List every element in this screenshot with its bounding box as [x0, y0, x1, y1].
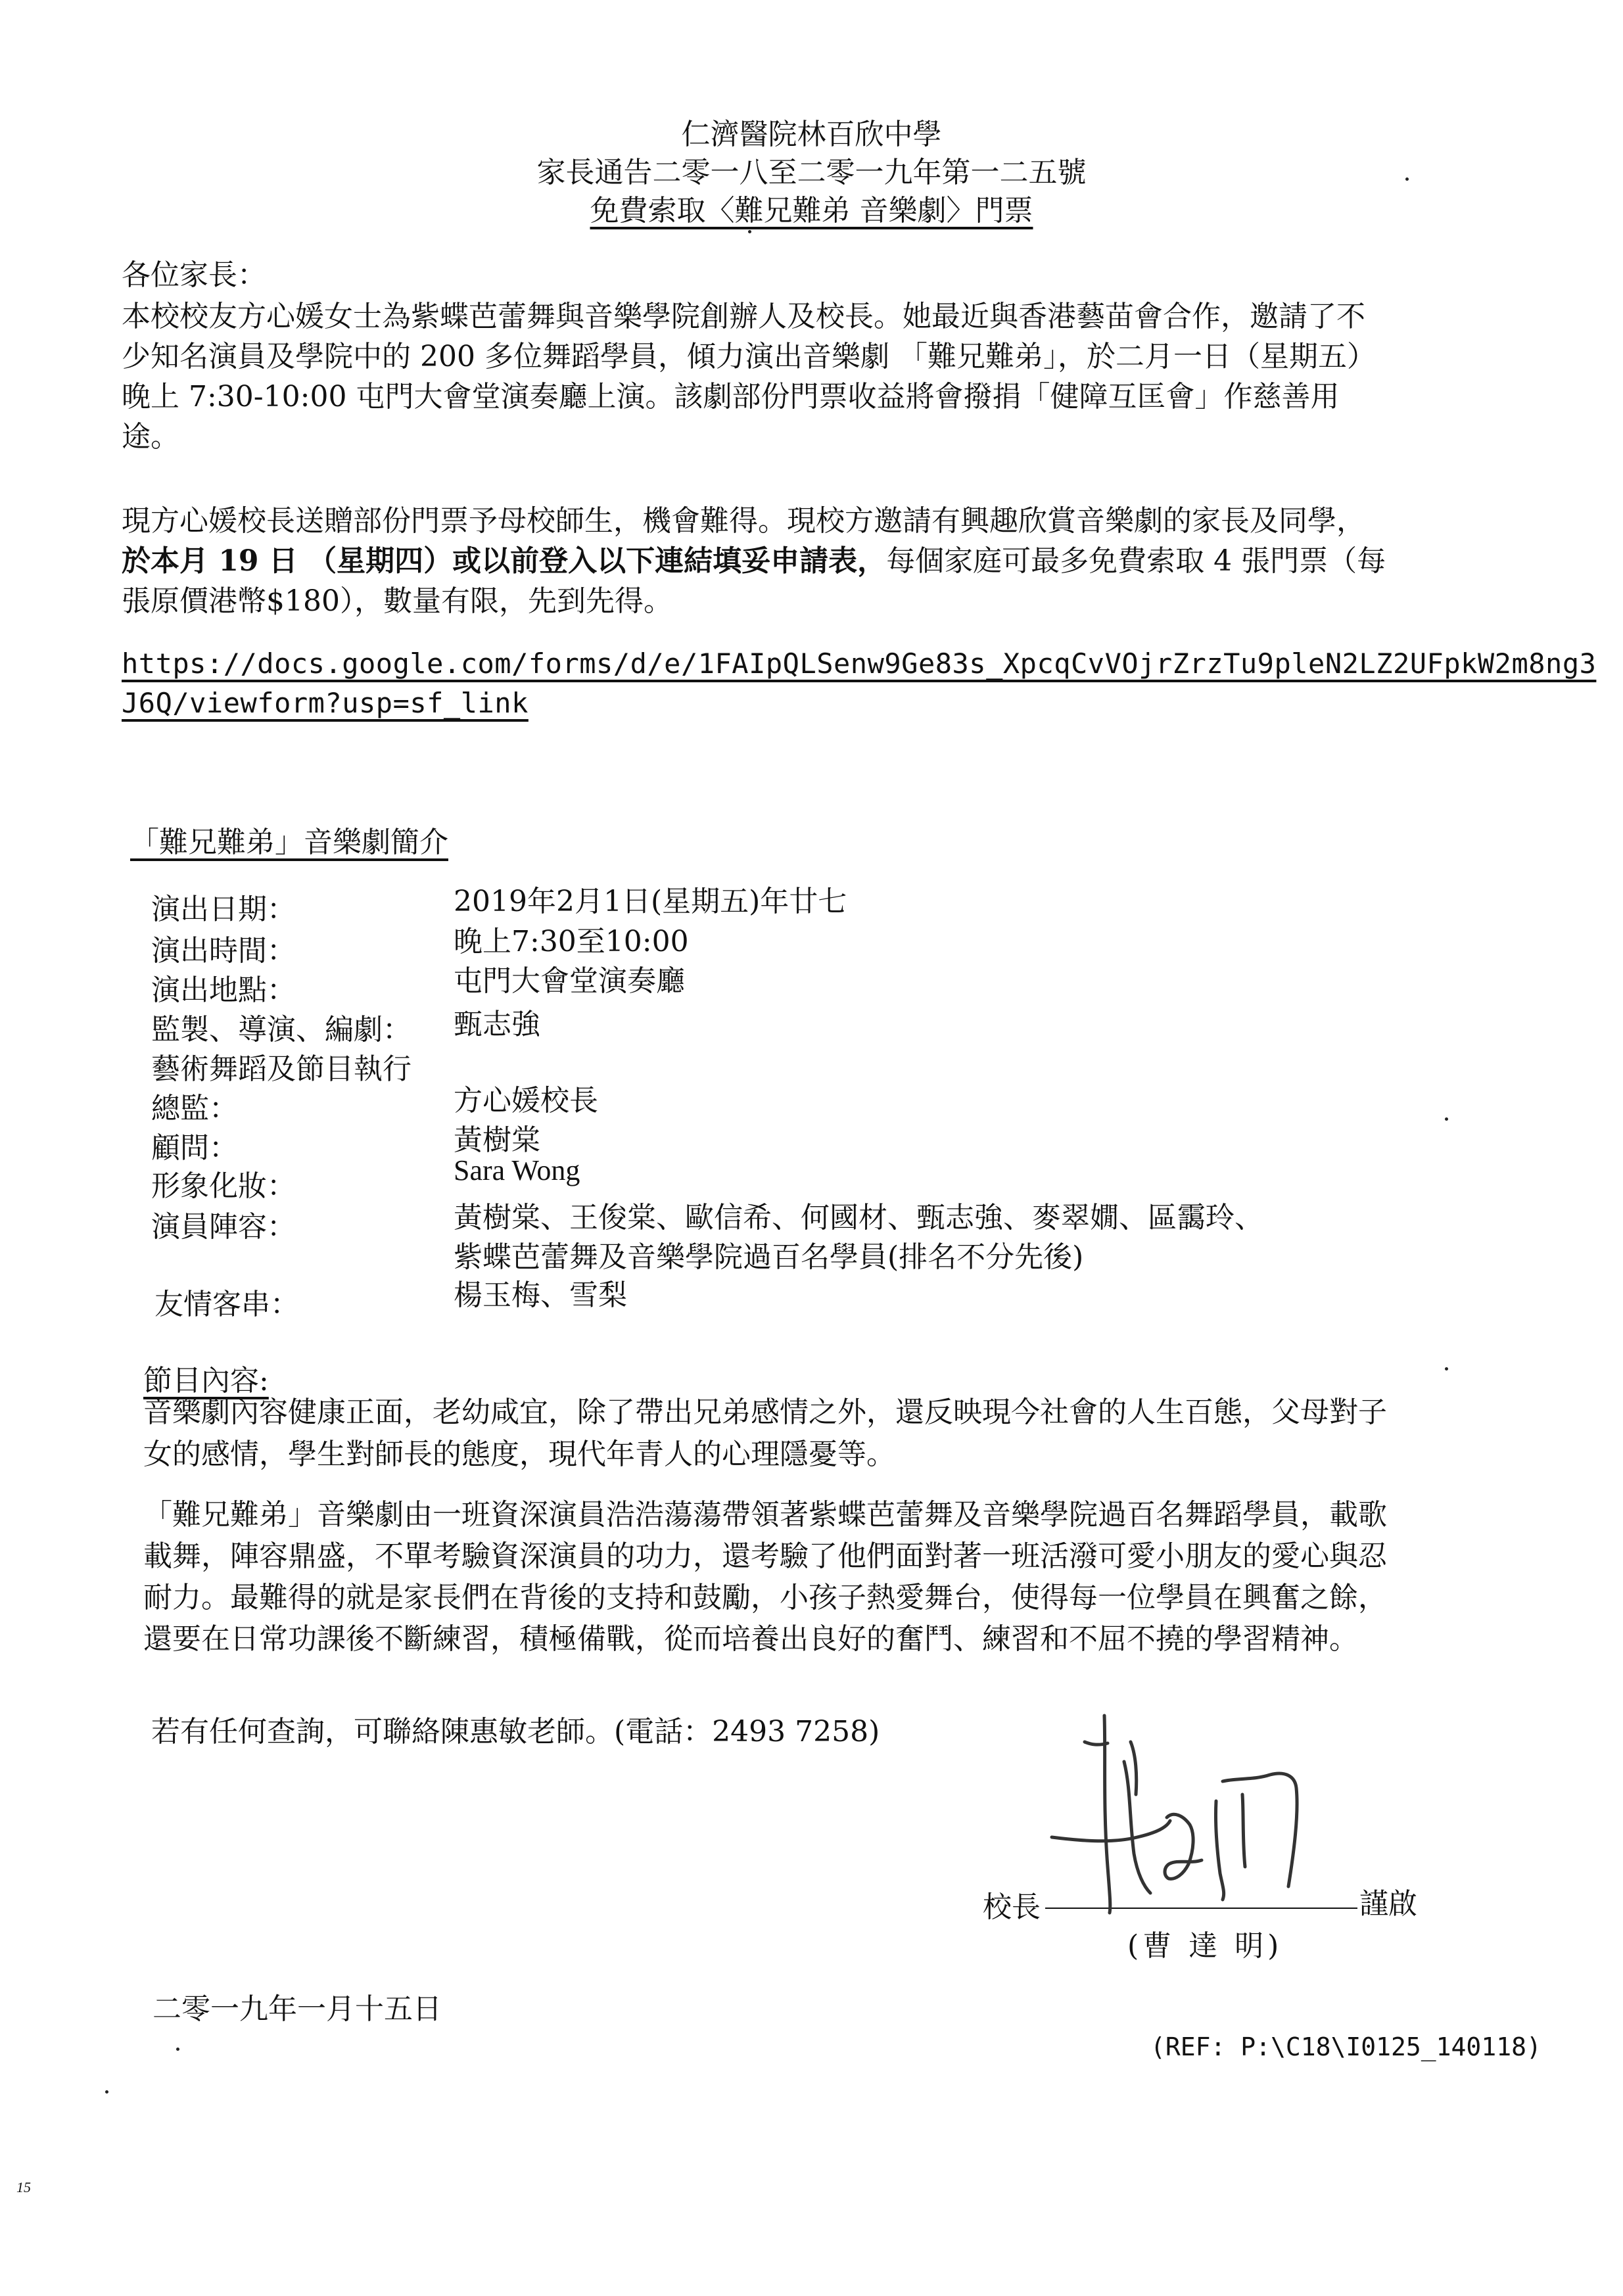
- principal-name: (曹 達 明): [1127, 1929, 1283, 1963]
- paragraph-2-line: [122, 537, 1386, 579]
- detail-value: 甄志強: [454, 1008, 540, 1041]
- program-line: 耐力。最難得的就是家長們在背後的支持和鼓勵，小孩子熱愛舞台，使得每一位學員在興奮之餘，: [143, 1581, 1387, 1614]
- detail-label: 友情客串：: [154, 1288, 299, 1321]
- detail-label: 形象化妝：: [151, 1169, 296, 1203]
- detail-value: 紫蝶芭蕾舞及音樂學院過百名學員(排名不分先後): [454, 1240, 1084, 1274]
- paragraph-2-line: 現方心媛校長送贈部份門票予母校師生，機會難得。現校方邀請有興趣欣賞音樂劇的家長及同學，: [122, 504, 1365, 538]
- detail-value: 2019年2月1日(星期五)年廿七: [454, 885, 847, 918]
- paragraph-1-line: 少知名演員及學院中的 200 多位舞蹈學員，傾力演出音樂劇 「難兄難弟」，於二月一日（星期五）: [122, 340, 1376, 373]
- scan-speck: [176, 2048, 179, 2051]
- scan-speck: [748, 230, 751, 233]
- notice-subject-text: 免費索取〈難兄難弟 音樂劇〉門票: [590, 194, 1033, 227]
- scan-speck: [1445, 1117, 1448, 1121]
- intro-heading: 「難兄難弟」音樂劇簡介: [130, 826, 448, 859]
- program-heading: 節目內容:: [143, 1364, 269, 1397]
- detail-label: 演出地點：: [151, 973, 296, 1007]
- detail-label: 顧問：: [151, 1131, 238, 1165]
- detail-label: 演出時間：: [151, 934, 296, 968]
- detail-value: 黃樹棠: [454, 1123, 540, 1157]
- contact-info: 若有任何查詢，可聯絡陳惠敏老師。(電話：2493 7258): [151, 1715, 880, 1748]
- school-name: 仁濟醫院林百欣中學: [681, 118, 942, 151]
- scan-speck: [105, 2090, 108, 2094]
- page-mark: 15: [16, 2179, 31, 2195]
- detail-value: 黃樹棠、王俊棠、歐信希、何國材、甄志強、麥翠嫺、區靄玲、: [454, 1201, 1263, 1234]
- reference-code: (REF: P:\C18\I0125_140118): [1150, 2032, 1541, 2061]
- detail-value: 楊玉梅、雪梨: [454, 1278, 627, 1312]
- detail-label: 演員陣容：: [151, 1210, 296, 1244]
- paragraph-1-line: 本校校友方心媛女士為紫蝶芭蕾舞與音樂學院創辦人及校長。她最近與香港藝苗會合作，邀請了不: [122, 300, 1365, 333]
- detail-label: 藝術舞蹈及節目執行: [151, 1052, 412, 1086]
- paragraph-1-line: 晚上 7:30-10:00 屯門大會堂演奏廳上演。該劇部份門票收益將會撥捐「健障互匡會」作慈善用: [122, 380, 1340, 413]
- scan-speck: [1445, 1367, 1448, 1371]
- detail-value: 晚上7:30至10:00: [454, 925, 689, 958]
- deadline-text: 於本月 19 日 （星期四）或以前登入以下連結填妥申請表，: [122, 544, 887, 578]
- handwritten-signature: [1025, 1702, 1334, 1919]
- program-line: 還要在日常功課後不斷練習，積極備戰，從而培養出良好的奮鬥、練習和不屈不撓的學習精神。: [143, 1622, 1358, 1656]
- salutation: 各位家長：: [122, 258, 266, 292]
- paragraph-1-line: 途。: [122, 420, 179, 454]
- detail-value: Sara Wong: [454, 1154, 580, 1186]
- detail-label: 總監：: [151, 1092, 238, 1125]
- notice-subject: [0, 187, 1623, 229]
- detail-value: 屯門大會堂演奏廳: [454, 964, 685, 998]
- ticket-limit-text: 每個家庭可最多免費索取 4 張門票（每: [886, 544, 1386, 578]
- program-line: 音樂劇內容健康正面，老幼咸宜，除了帶出兄弟感情之外，還反映現今社會的人生百態，父母對子: [143, 1395, 1387, 1429]
- signature-prefix: 校長: [983, 1890, 1041, 1924]
- paragraph-2-line: 張原價港幣$180），數量有限，先到先得。: [122, 584, 672, 618]
- detail-label: 監製、導演、編劇：: [151, 1013, 412, 1046]
- program-line: 載舞，陣容鼎盛，不單考驗資深演員的功力，還考驗了他們面對著一班活潑可愛小朋友的愛心與忍: [143, 1539, 1387, 1573]
- scan-speck: [1405, 177, 1409, 181]
- detail-label: 演出日期：: [151, 893, 296, 926]
- notice-number: 家長通告二零一八至二零一九年第一二五號: [536, 156, 1087, 189]
- detail-value: 方心媛校長: [454, 1084, 598, 1117]
- program-line: 「難兄難弟」音樂劇由一班資深演員浩浩蕩蕩帶領著紫蝶芭蕾舞及音樂學院過百名舞蹈學員，載歌: [143, 1498, 1387, 1532]
- form-link-continued[interactable]: J6Q/viewform?usp=sf_link: [122, 687, 529, 719]
- notice-date: 二零一九年一月十五日: [153, 1992, 442, 2026]
- signature-suffix: 謹啟: [1359, 1887, 1417, 1921]
- form-link[interactable]: https://docs.google.com/forms/d/e/1FAIpQLSenw9Ge83s_XpcqCvVOjrZrzTu9pleN2LZ2UFpkW2m8ng3: [122, 647, 1597, 680]
- program-line: 女的感情，學生對師長的態度，現代年青人的心理隱憂等。: [143, 1438, 895, 1471]
